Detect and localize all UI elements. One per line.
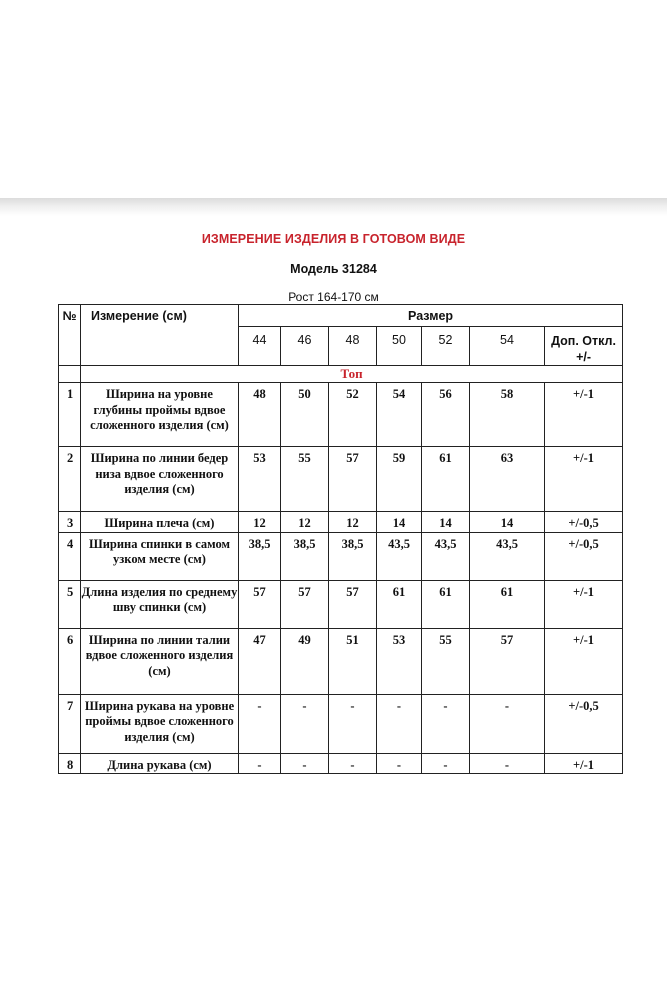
row-tolerance: +/-1	[545, 628, 623, 694]
header-tolerance: Доп. Откл. +/-	[545, 327, 623, 366]
table-row	[59, 383, 623, 447]
row-tolerance: +/-0,5	[545, 694, 623, 753]
row-value-size-54: -	[470, 753, 545, 774]
row-measurement-name: Ширина по линии бедер низа вдвое сложенного изделия (см)	[81, 447, 239, 512]
row-value-size-44: -	[239, 694, 281, 753]
header-size-44: 44	[239, 327, 281, 366]
row-value-size-48: 51	[329, 628, 377, 694]
row-measurement-name: Длина рукава (см)	[81, 753, 239, 774]
row-value-size-52: 61	[422, 447, 470, 512]
header-size-48: 48	[329, 327, 377, 366]
row-value-size-46: 12	[281, 512, 329, 533]
row-tolerance: +/-1	[545, 447, 623, 512]
row-number: 5	[59, 580, 81, 628]
row-value-size-54: 58	[470, 383, 545, 447]
row-value-size-54: -	[470, 694, 545, 753]
header-size-52: 52	[422, 327, 470, 366]
row-tolerance: +/-0,5	[545, 532, 623, 580]
row-value-size-46: 38,5	[281, 532, 329, 580]
row-value-size-50: 53	[377, 628, 422, 694]
section-spacer	[59, 366, 81, 383]
header-number: №	[59, 305, 81, 366]
row-value-size-46: 57	[281, 580, 329, 628]
row-measurement-name: Ширина спинки в самом узком месте (см)	[81, 532, 239, 580]
table-row	[59, 447, 623, 512]
row-value-size-52: 55	[422, 628, 470, 694]
row-measurement-name: Длина изделия по среднему шву спинки (см)	[81, 580, 239, 628]
row-value-size-54: 14	[470, 512, 545, 533]
row-value-size-48: 57	[329, 447, 377, 512]
row-value-size-46: 49	[281, 628, 329, 694]
row-value-size-54: 43,5	[470, 532, 545, 580]
table-row	[59, 580, 623, 628]
row-value-size-52: -	[422, 694, 470, 753]
row-value-size-46: -	[281, 694, 329, 753]
row-value-size-44: 38,5	[239, 532, 281, 580]
table-row	[59, 753, 623, 774]
row-value-size-44: 53	[239, 447, 281, 512]
row-value-size-48: -	[329, 753, 377, 774]
row-measurement-name: Ширина плеча (см)	[81, 512, 239, 533]
row-number: 1	[59, 383, 81, 447]
row-measurement-name: Ширина на уровне глубины проймы вдвое сложенного изделия (см)	[81, 383, 239, 447]
row-value-size-44: -	[239, 753, 281, 774]
header-row-1	[59, 305, 623, 327]
row-value-size-44: 48	[239, 383, 281, 447]
row-value-size-52: 14	[422, 512, 470, 533]
row-value-size-50: 54	[377, 383, 422, 447]
table-row	[59, 532, 623, 580]
row-value-size-52: 43,5	[422, 532, 470, 580]
row-measurement-name: Ширина рукава на уровне проймы вдвое сложенного изделия (см)	[81, 694, 239, 753]
row-number: 4	[59, 532, 81, 580]
table-row	[59, 512, 623, 533]
row-value-size-50: 61	[377, 580, 422, 628]
measurement-table	[58, 304, 623, 774]
section-label: Топ	[81, 366, 623, 383]
row-value-size-54: 57	[470, 628, 545, 694]
row-value-size-48: 12	[329, 512, 377, 533]
row-value-size-46: 50	[281, 383, 329, 447]
row-value-size-44: 57	[239, 580, 281, 628]
row-number: 6	[59, 628, 81, 694]
row-tolerance: +/-1	[545, 580, 623, 628]
row-value-size-52: 61	[422, 580, 470, 628]
row-tolerance: +/-1	[545, 753, 623, 774]
row-value-size-44: 12	[239, 512, 281, 533]
row-measurement-name: Ширина по линии талии вдвое сложенного изделия (см)	[81, 628, 239, 694]
row-value-size-52: -	[422, 753, 470, 774]
row-value-size-50: -	[377, 694, 422, 753]
row-value-size-48: 52	[329, 383, 377, 447]
document-title: ИЗМЕРЕНИЕ ИЗДЕЛИЯ В ГОТОВОМ ВИДЕ	[201, 232, 466, 246]
header-size-50: 50	[377, 327, 422, 366]
header-size-46: 46	[281, 327, 329, 366]
header-size-54: 54	[470, 327, 545, 366]
row-value-size-46: 55	[281, 447, 329, 512]
row-value-size-50: 59	[377, 447, 422, 512]
model-label: Модель 31284	[290, 262, 377, 276]
header-measurement: Измерение (см)	[81, 305, 239, 366]
row-value-size-54: 63	[470, 447, 545, 512]
row-value-size-50: 43,5	[377, 532, 422, 580]
height-range-label: Рост 164-170 см	[288, 290, 379, 304]
row-tolerance: +/-1	[545, 383, 623, 447]
row-value-size-50: -	[377, 753, 422, 774]
table-row	[59, 628, 623, 694]
row-value-size-52: 56	[422, 383, 470, 447]
row-value-size-48: -	[329, 694, 377, 753]
row-value-size-44: 47	[239, 628, 281, 694]
page-edge-shadow	[0, 198, 667, 216]
row-number: 3	[59, 512, 81, 533]
row-value-size-48: 38,5	[329, 532, 377, 580]
row-number: 7	[59, 694, 81, 753]
row-value-size-54: 61	[470, 580, 545, 628]
blank-top-area	[0, 0, 667, 200]
row-number: 2	[59, 447, 81, 512]
header-size-group: Размер	[239, 305, 623, 327]
table-row	[59, 694, 623, 753]
row-value-size-48: 57	[329, 580, 377, 628]
row-value-size-50: 14	[377, 512, 422, 533]
row-number: 8	[59, 753, 81, 774]
row-tolerance: +/-0,5	[545, 512, 623, 533]
section-row	[59, 366, 623, 383]
row-value-size-46: -	[281, 753, 329, 774]
